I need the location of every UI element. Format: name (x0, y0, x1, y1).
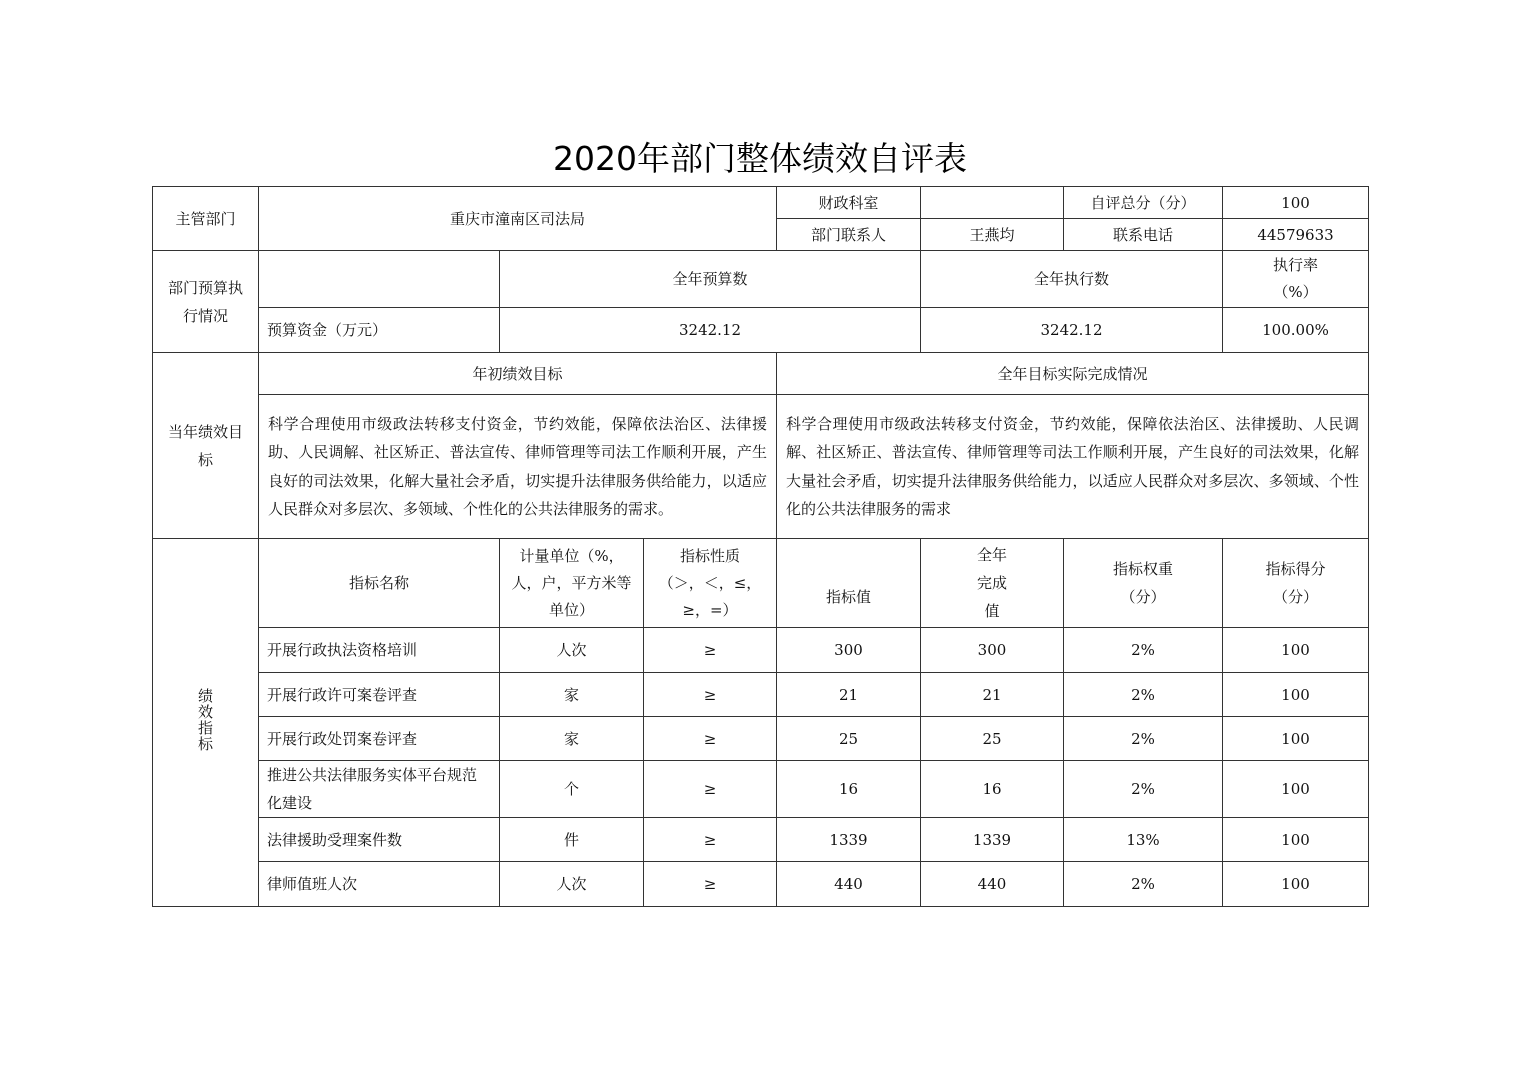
indicator-score: 100 (1223, 673, 1369, 717)
indicator-name: 法律援助受理案件数 (259, 818, 500, 862)
col-budget: 全年预算数 (500, 251, 921, 308)
col-unit: 计量单位（%，人，户，平方米等单位） (500, 539, 644, 628)
table-row (153, 761, 1369, 818)
indicator-weight: 2% (1064, 717, 1223, 761)
indicator-score: 100 (1223, 818, 1369, 862)
indicator-actual: 1339 (921, 818, 1064, 862)
col-actual: 全年完成值 (921, 539, 1064, 628)
dept-value: 重庆市潼南区司法局 (259, 187, 777, 251)
indicator-nature: ≥ (644, 761, 777, 818)
indicator-actual: 21 (921, 673, 1064, 717)
dept-label: 主管部门 (153, 187, 259, 251)
indicator-score: 100 (1223, 717, 1369, 761)
indicator-weight: 2% (1064, 673, 1223, 717)
indicator-target: 21 (777, 673, 921, 717)
table-row (153, 717, 1369, 761)
contact-label: 部门联系人 (777, 219, 921, 251)
phone-value: 44579633 (1223, 219, 1369, 251)
goals-text-row (153, 395, 1369, 539)
indicator-actual: 16 (921, 761, 1064, 818)
table-row (153, 628, 1369, 673)
header-row-1 (153, 187, 1369, 219)
indicator-nature: ≥ (644, 818, 777, 862)
indicator-target: 25 (777, 717, 921, 761)
indicator-name: 律师值班人次 (259, 862, 500, 907)
col-target: 指标值 (777, 539, 921, 628)
table-row (153, 862, 1369, 907)
finance-value (921, 187, 1064, 219)
initial-goal-text: 科学合理使用市级政法转移支付资金，节约效能，保障依法治区、法律援助、人民调解、社区矫正、普法宣传、律师管理等司法工作顺利开展，产生良好的司法效果，化解大量社会矛盾，切实提升法律服务供给能力，以适应人民群众对多层次、多领域、个性化的公共法律服务的需求。 (259, 395, 777, 539)
indicator-name: 推进公共法律服务实体平台规范化建设 (259, 761, 500, 818)
budget-header-row (153, 251, 1369, 308)
indicator-unit: 件 (500, 818, 644, 862)
indicator-unit: 家 (500, 673, 644, 717)
col-initial-goal: 年初绩效目标 (259, 353, 777, 395)
indicator-nature: ≥ (644, 673, 777, 717)
indicator-nature: ≥ (644, 717, 777, 761)
indicator-unit: 家 (500, 717, 644, 761)
indicator-name: 开展行政执法资格培训 (259, 628, 500, 673)
indicator-target: 300 (777, 628, 921, 673)
budget-section-label: 部门预算执行情况 (153, 251, 259, 353)
finance-label: 财政科室 (777, 187, 921, 219)
indicator-unit: 人次 (500, 628, 644, 673)
col-weight: 指标权重（分） (1064, 539, 1223, 628)
indicator-nature: ≥ (644, 862, 777, 907)
goals-section-label: 当年绩效目标 (153, 353, 259, 539)
col-rate: 执行率（%） (1223, 251, 1369, 308)
col-nature: 指标性质（＞，＜，≤，≥，=） (644, 539, 777, 628)
score-value: 100 (1223, 187, 1369, 219)
goals-header-row (153, 353, 1369, 395)
indicator-weight: 2% (1064, 761, 1223, 818)
indicator-score: 100 (1223, 862, 1369, 907)
indicators-section-label: 绩效指标 (153, 539, 259, 907)
table-row (153, 818, 1369, 862)
budget-value-row (153, 308, 1369, 353)
indicator-target: 16 (777, 761, 921, 818)
indicator-score: 100 (1223, 628, 1369, 673)
actual-goal-text: 科学合理使用市级政法转移支付资金，节约效能，保障依法治区、法律援助、人民调解、社区矫正、普法宣传、律师管理等司法工作顺利开展，产生良好的司法效果，化解大量社会矛盾，切实提升法律服务供给能力，以适应人民群众对多层次、多领域、个性化的公共法律服务的需求 (777, 395, 1369, 539)
indicator-actual: 25 (921, 717, 1064, 761)
col-score: 指标得分（分） (1223, 539, 1369, 628)
indicator-header-row (153, 539, 1369, 628)
score-label: 自评总分（分） (1064, 187, 1223, 219)
rate-value: 100.00% (1223, 308, 1369, 353)
indicator-unit: 个 (500, 761, 644, 818)
indicator-actual: 440 (921, 862, 1064, 907)
phone-label: 联系电话 (1064, 219, 1223, 251)
indicator-nature: ≥ (644, 628, 777, 673)
indicator-weight: 2% (1064, 862, 1223, 907)
indicator-actual: 300 (921, 628, 1064, 673)
indicator-unit: 人次 (500, 862, 644, 907)
indicator-target: 440 (777, 862, 921, 907)
performance-table (152, 186, 1369, 907)
exec-value: 3242.12 (921, 308, 1223, 353)
col-indicator-name: 指标名称 (259, 539, 500, 628)
col-exec: 全年执行数 (921, 251, 1223, 308)
budget-value: 3242.12 (500, 308, 921, 353)
form-title: 2020年部门整体绩效自评表 (553, 139, 967, 178)
contact-value: 王燕均 (921, 219, 1064, 251)
table-row (153, 673, 1369, 717)
indicator-weight: 2% (1064, 628, 1223, 673)
indicator-weight: 13% (1064, 818, 1223, 862)
budget-row-label: 预算资金（万元） (259, 308, 500, 353)
indicator-name: 开展行政许可案卷评查 (259, 673, 500, 717)
indicator-name: 开展行政处罚案卷评查 (259, 717, 500, 761)
indicator-target: 1339 (777, 818, 921, 862)
col-actual-goal: 全年目标实际完成情况 (777, 353, 1369, 395)
indicator-score: 100 (1223, 761, 1369, 818)
budget-empty-cell (259, 251, 500, 308)
